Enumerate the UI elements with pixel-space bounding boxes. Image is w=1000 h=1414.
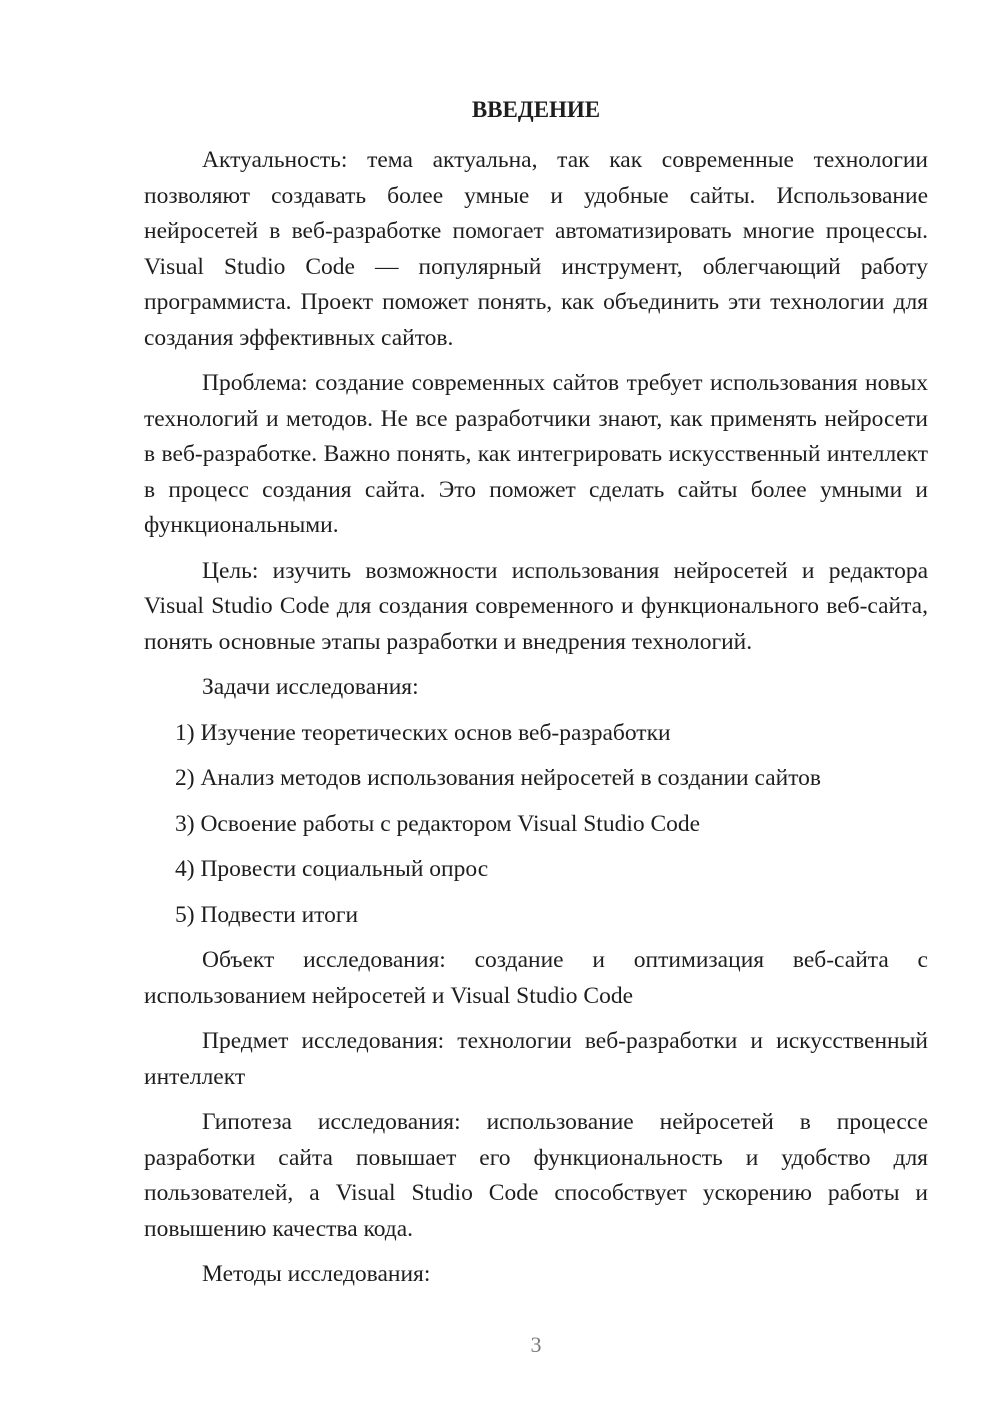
object-paragraph: Объект исследования: создание и оптимизация веб-сайта с использованием нейросетей и Visual Studio Code [144, 947, 928, 1009]
relevance-paragraph: Актуальность: тема актуальна, так как современные технологии позволяют создавать более умные и удобные сайты. Использование нейросетей в веб-разработке помогает автоматизировать многие процессы. Visual Studio Code — популярный инструмент, облегчающий работу программиста. Проект поможет понять, как объединить эти технологии для создания эффективных сайтов. [144, 147, 928, 351]
section-title: ВВЕДЕНИЕ [471, 97, 601, 122]
page-content [144, 93, 928, 1303]
hypothesis-paragraph: Гипотеза исследования: использование нейросетей в процессе разработки сайта повышает его функциональность и удобство для пользователей, а Visual Studio Code способствует ускорению работы и повышению качества кода. [144, 1109, 928, 1242]
methods-heading: Методы исследования: [202, 1261, 431, 1287]
list-item: 2) Анализ методов использования нейросетей в создании сайтов [175, 765, 822, 791]
subject-paragraph: Предмет исследования: технологии веб-разработки и искусственный интеллект [144, 1028, 928, 1090]
tasks-heading: Задачи исследования: [202, 674, 419, 700]
list-item: 1) Изучение теоретических основ веб-разработки [175, 719, 671, 746]
page-number: 3 [530, 1332, 542, 1357]
problem-paragraph: Проблема: создание современных сайтов требует использования новых технологий и методов. Не все разработчики знают, как применять нейросети в веб-разработке. Важно понять, как интегрировать искусственный интеллект в процесс создания сайта. Это поможет сделать сайты более умными и функциональными. [144, 370, 928, 538]
goal-paragraph: Цель: изучить возможности использования нейросетей и редактора Visual Studio Code для создания современного и функционального веб-сайта, понять основные этапы разработки и внедрения технологий. [144, 557, 928, 655]
list-item: 5) Подвести итоги [175, 901, 359, 928]
list-item: 3) Освоение работы с редактором Visual Studio Code [175, 810, 701, 837]
tasks-list [144, 716, 928, 934]
list-item: 4) Провести социальный опрос [175, 856, 489, 882]
